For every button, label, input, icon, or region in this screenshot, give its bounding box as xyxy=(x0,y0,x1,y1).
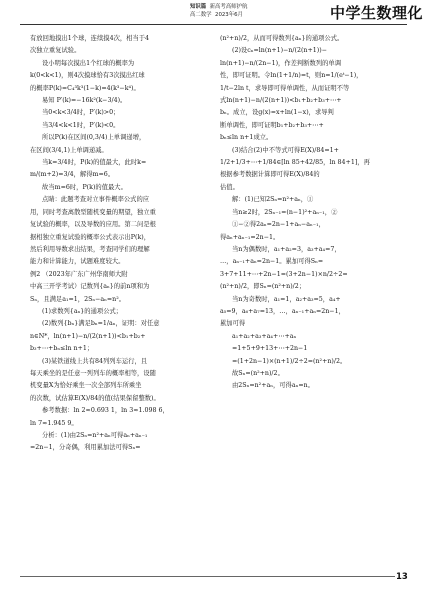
header-tag-date: 2023年6月 xyxy=(215,12,243,18)
text-line: 当n为偶数时，a₁+a₂=3，a₃+a₄=7， xyxy=(232,245,341,253)
text-line: 当0<k<3/4时，P′(k)>0； xyxy=(42,109,120,117)
text-line: 性，即可证明。令ln(1+1/n)=t，则n=1/(eᵗ−1)， xyxy=(220,72,363,80)
text-line: 根据参考数据计算即可得E(X)/84的 xyxy=(220,171,320,179)
text-line: bₙ。成立，设g(x)=x+ln(1−x)，求导判 xyxy=(220,109,334,117)
text-line: 1/2+1/3+⋯+1/84∈[ln 85+42/85，ln 84+1]，再 xyxy=(220,159,370,167)
text-line: 由2Sₙ=n²+aₙ，可得aₙ=n。 xyxy=(232,382,314,390)
text-line: 参考数据：ln 2≈0.693 1，ln 3≈1.098 6， xyxy=(42,407,169,415)
text-line: 当3/4<k<1时，P′(k)<0。 xyxy=(42,121,120,129)
text-line: 能力和计算能力，试题难度较大。 xyxy=(30,258,125,266)
text-line: 机变量X为恰好乘坐一次全部列车所乘坐 xyxy=(30,382,142,390)
text-line: 当n为奇数时，a₁=1，a₂+a₃=5，a₄+ xyxy=(232,295,341,303)
header-tags xyxy=(190,3,247,19)
header-tag-column: 新高考高师护航 xyxy=(209,4,248,10)
text-line: (n²+n)/2，即Sₙ=(n²+n)/2； xyxy=(220,283,306,291)
text-line: 当n≥2时，2Sₙ₋₁=(n−1)²+aₙ₋₁，② xyxy=(232,208,338,216)
page-number: 13 xyxy=(396,572,408,582)
text-line: 断单调性，即可证明b₁+b₂+b₃+⋯+ xyxy=(220,121,324,129)
text-line: m/(m+2)=3/4，解得m=6。 xyxy=(30,171,115,179)
header-tag-section: 知识篇 xyxy=(190,4,207,10)
text-line: 所以P(k)在区间(0,3/4)上单调递增， xyxy=(42,134,146,142)
page-footer xyxy=(0,572,427,594)
text-line: a₅=9，a₆+a₇=13，…，aₙ₋₁+aₙ=2n−1， xyxy=(220,307,345,315)
text-line: 当k=3/4时，P(k)的值最大，此时k= xyxy=(42,159,147,167)
text-line: bₙ≤ln n+1成立。 xyxy=(220,134,273,142)
text-line: 估值。 xyxy=(220,183,239,191)
text-line: 的概率P(k)=C₄³k³(1−k)=4(k³−k⁴)。 xyxy=(30,84,140,92)
text-line: =(1+2n−1)×(n+1)/2÷2=(n²+n)/2。 xyxy=(232,357,347,365)
header-tag-subject: 高二数学 xyxy=(190,12,212,18)
text-line: a₁+a₂+a₃+a₄+⋯+aₙ xyxy=(232,332,297,340)
text-line: 复试验的概率，以及导数的应用。第二问是根 xyxy=(30,221,156,229)
text-line: k(0<k<1)，则4次摸球恰有3次摸出红球 xyxy=(30,72,145,80)
text-line: 例2 （2023年广东广州华南师大附 xyxy=(30,270,128,278)
text-line: 点睛：此题考查对立事件概率公式的应 xyxy=(42,196,150,204)
text-line: 式ln(n+1)−n/(2(n+1))<b₁+b₂+b₃+⋯+ xyxy=(220,97,342,105)
text-line: ①−②得2aₙ=2n−1+aₙ−aₙ₋₁， xyxy=(232,221,325,229)
text-line: 分析：(1)由2Sₙ=n²+aₙ可得aₙ+aₙ₋₁ xyxy=(42,432,148,439)
text-line: 的次数，试估算E(X)/84的值(结果保留整数)。 xyxy=(30,394,160,402)
text-line: (2)设cₙ=ln(n+1)−n/(2(n+1))− xyxy=(232,47,327,55)
text-line: 然后利用导数求出结果，考查同学们的理解 xyxy=(30,245,150,253)
text-line: 故当m=6时，P(k)的值最大。 xyxy=(42,183,127,191)
text-line: 解：(1)已知2Sₙ=n²+aₙ，① xyxy=(232,196,314,204)
text-line: 3+7+11+⋯+2n−1=(3+2n−1)×n/2÷2= xyxy=(220,270,348,278)
text-line: b₃+⋯+bₙ≤ln n+1； xyxy=(30,345,94,353)
text-line: 中高三开学考试）记数列{aₙ}的前n项和为 xyxy=(30,283,150,291)
text-line: =1+5+9+13+⋯+2n−1 xyxy=(232,345,308,353)
text-line: 用，同时考查离散型随机变量的期望，独立重 xyxy=(30,208,156,216)
text-line: Sₙ，且满足a₁=1，2Sₙ−aₙ=n²。 xyxy=(30,295,126,303)
page-header xyxy=(0,0,427,26)
text-line: n∈N*，ln(n+1)−n/(2(n+1))<b₁+b₂+ xyxy=(30,332,146,340)
text-line: 累加可得 xyxy=(220,320,246,328)
text-line: 1/t−2ln t，求导即可得单调性，从而证明不等 xyxy=(220,84,350,92)
text-line: (1)求数列{aₙ}的通项公式； xyxy=(42,307,123,315)
text-line: ln 7≈1.945 9。 xyxy=(30,419,78,427)
text-line: …，aₙ₋₁+aₙ=2n−1。累加可得Sₙ= xyxy=(220,258,324,266)
text-line: 易知 P′(k)=−16k²(k−3/4)。 xyxy=(42,97,127,105)
text-line: (3)某铁道线上共有84列列车运行，且 xyxy=(42,357,148,365)
text-line: 次独立重复试验。 xyxy=(30,47,81,55)
text-line: 有放回地摸出1个球，连续摸4次，相当于4 xyxy=(30,35,150,42)
text-line: (2)数列{bₙ}满足bₙ=1/aₙ，证明：对任意 xyxy=(42,320,160,328)
text-line: 得aₙ+aₙ₋₁=2n−1。 xyxy=(220,233,280,241)
text-line: (3)结合(2)中不等式可得E(X)/84=1+ xyxy=(232,146,339,154)
header-divider xyxy=(20,24,407,25)
text-line: 每天乘坐的是任意一列列车的概率相等，设随 xyxy=(30,369,156,377)
magazine-logo: 中学生数理化 xyxy=(330,4,424,22)
text-line: ln(n+1)−n/(2n−1)，作差判断数列的单调 xyxy=(220,59,341,67)
text-line: =2n−1，分奇偶，利用累加法可得Sₙ= xyxy=(30,444,141,452)
text-line: 故Sₙ=(n²+n)/2。 xyxy=(232,369,284,377)
text-line: (n²+n)/2，从而可得数列{aₙ}的通项公式。 xyxy=(220,35,344,42)
text-line: 在区间(3/4,1)上单调递减。 xyxy=(30,146,108,154)
text-line: 设小明每次摸出1个红球的概率为 xyxy=(42,59,135,67)
left-column xyxy=(30,33,212,455)
right-column xyxy=(220,33,402,393)
footer-divider xyxy=(20,576,395,577)
text-line: 据相独立重复试验的概率公式表示出P(k)， xyxy=(30,233,151,241)
